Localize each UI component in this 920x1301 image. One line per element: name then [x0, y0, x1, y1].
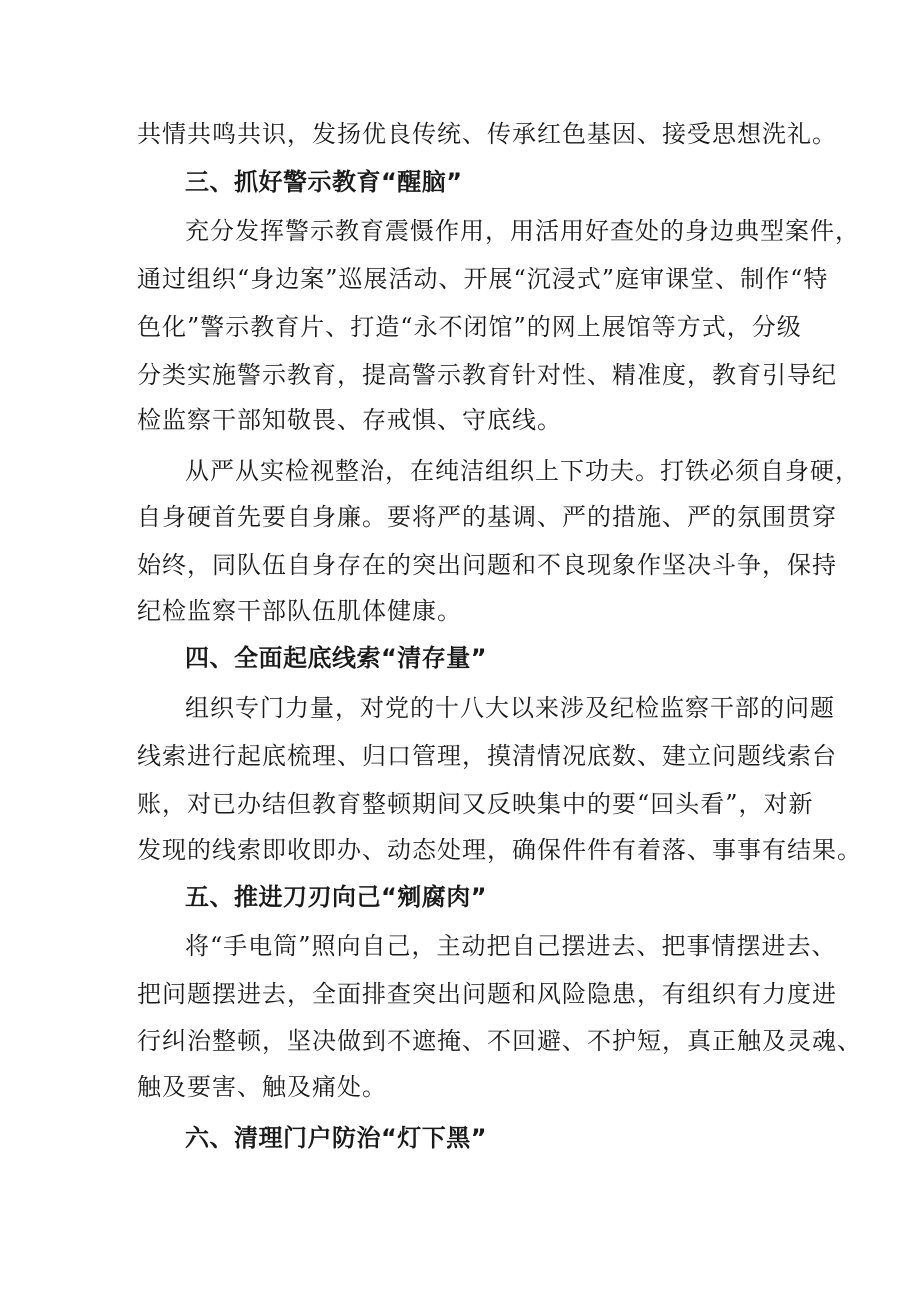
section-heading-6: 六、清理门户防治“灯下黑” [185, 1124, 488, 1152]
paragraph-line: 分类实施警示教育，提高警示教育针对性、精准度，教育引导纪 [137, 361, 837, 389]
paragraph-line: 线索进行起底梳理、归口管理，摸清情况底数、建立问题线索台 [137, 742, 837, 770]
paragraph-line: 将“手电筒”照向自己，主动把自己摆进去、把事情摆进去、 [185, 932, 837, 960]
paragraph-line: 行纠治整顿，坚决做到不遮掩、不回避、不护短，真正触及灵魂、 [137, 1027, 862, 1055]
paragraph-line: 始终，同队伍自身存在的突出问题和不良现象作坚决斗争，保持 [137, 551, 837, 579]
section-heading-4: 四、全面起底线索“清存量” [185, 644, 488, 672]
paragraph-line: 发现的线索即收即办、动态处理，确保件件有着落、事事有结果。 [137, 836, 862, 864]
paragraph-line: 从严从实检视整治，在纯洁组织上下功夫。打铁必须自身硬， [185, 457, 860, 485]
paragraph-line: 把问题摆进去，全面排查突出问题和风险隐患，有组织有力度进 [137, 980, 837, 1008]
paragraph-line: 组织专门力量，对党的十八大以来涉及纪检监察干部的问题 [185, 694, 835, 722]
paragraph-line: 账，对已办结但教育整顿期间又反映集中的要“回头看”，对新 [137, 790, 814, 818]
paragraph-line: 色化”警示教育片、打造“永不闭馆”的网上展馆等方式，分级 [137, 313, 802, 341]
paragraph-line: 触及要害、触及痛处。 [137, 1073, 387, 1101]
paragraph-line: 共情共鸣共识，发扬优良传统、传承红色基因、接受思想洗礼。 [137, 120, 837, 148]
section-heading-5: 五、推进刀刃向己“剜腐肉” [185, 883, 488, 911]
paragraph-line: 充分发挥警示教育震慑作用，用活用好查处的身边典型案件， [185, 217, 860, 245]
paragraph-line: 自身硬首先要自身廉。要将严的基调、严的措施、严的氛围贯穿 [137, 503, 837, 531]
paragraph-line: 通过组织“身边案”巡展活动、开展“沉浸式”庭审课堂、制作“特 [137, 265, 829, 293]
section-heading-3: 三、抓好警示教育“醒脑” [185, 168, 463, 196]
paragraph-line: 纪检监察干部队伍肌体健康。 [137, 597, 462, 625]
paragraph-line: 检监察干部知敬畏、存戒惧、守底线。 [137, 406, 562, 434]
